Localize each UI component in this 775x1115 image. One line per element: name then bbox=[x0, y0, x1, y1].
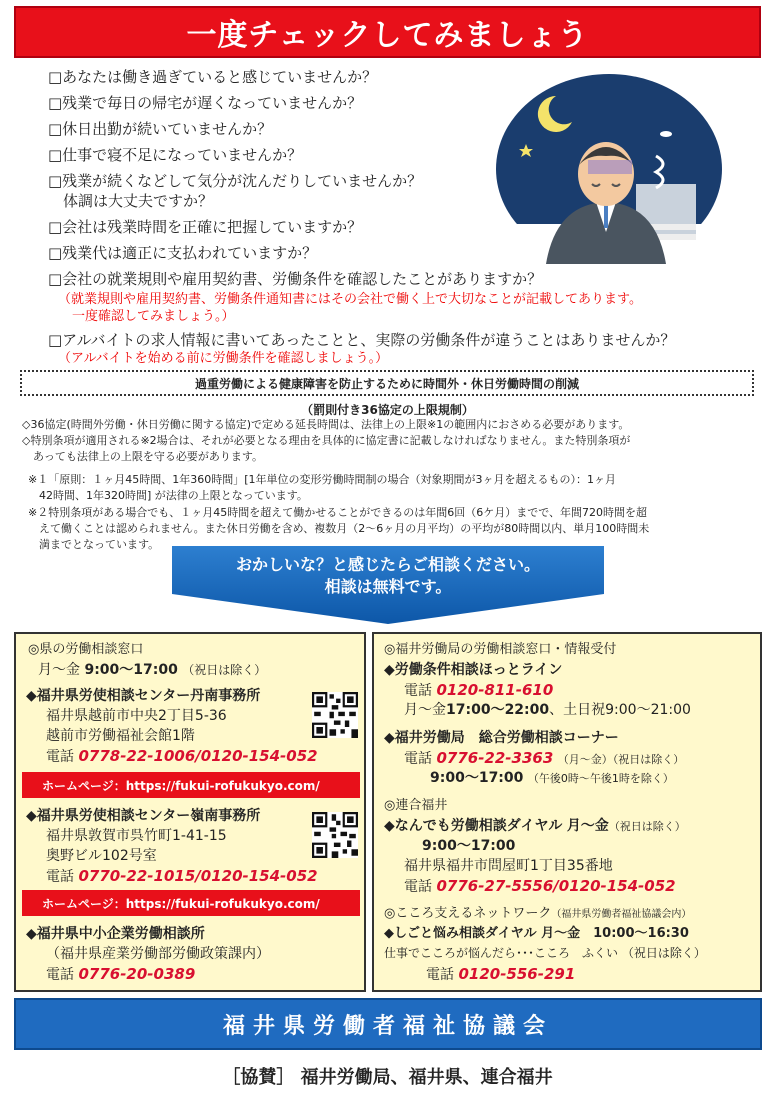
footnote: ※１「原則：１ヶ月45時間、1年360時間」[1年単位の変形労働時間制の場合（対象期間が3ヶ月を超えるもの）：1ヶ月 bbox=[28, 473, 616, 486]
office3-phone-row: 電話 0776-20-0389 bbox=[46, 965, 196, 983]
right-heading-1: ◎福井労働局の労働相談窓口・情報受付 bbox=[384, 642, 617, 657]
consult-message bbox=[172, 554, 604, 598]
footnote: えて働くことは認められません。また休日労働を含め、複数月（2〜6ヶ月の月平均）の平均が80時間以内、単月100時間未 bbox=[28, 522, 650, 535]
consult-line2: 相談は無料です。 bbox=[324, 577, 452, 596]
office3-name: ◆福井県中小企業労働相談所 bbox=[26, 926, 205, 942]
organization-name: 福井県労働者福祉協議会 bbox=[222, 1013, 553, 1039]
limit-line: ◇36協定(時間外労働・休日労働に関する協定)で定める延長時間は、法律上の上限※1の範囲内におさめる必要があります。 bbox=[22, 418, 630, 431]
office1-address: 越前市労働福祉会館1階 bbox=[46, 728, 195, 744]
office3-phone[interactable]: 0776-20-0389 bbox=[78, 965, 196, 983]
homepage-link-1[interactable]: ホームページ：https://fukui-rofukukyo.com/ bbox=[22, 772, 360, 798]
prefecture-consult-panel bbox=[14, 632, 366, 992]
overwork-box-text: 過重労働による健康障害を防止するために時間外・休日労働時間の削減 bbox=[194, 376, 579, 391]
checklist-item: 体調は大丈夫ですか？ bbox=[48, 192, 214, 210]
office3-address: （福井県産業労働部労働政策課内） bbox=[46, 946, 270, 962]
organization-banner bbox=[14, 998, 762, 1050]
checklist-item: □仕事で寝不足になっていませんか？ bbox=[48, 146, 303, 164]
office2-address: 福井県敦賀市呉竹町1-41-15 bbox=[46, 828, 227, 844]
worry-phone[interactable]: 0120-556-291 bbox=[458, 965, 576, 983]
office2-phone-row: 電話 0770-22-1015/0120-154-052 bbox=[46, 867, 318, 885]
page-title: 一度チェックしてみましょう bbox=[186, 18, 589, 53]
corner-hours: 9:00〜17:00 （午後0時〜午後1時を除く） bbox=[430, 770, 674, 786]
hotline-phone-row: 電話 0120-811-610 bbox=[404, 681, 554, 699]
checklist-item: □アルバイトの求人情報に書いてあったことと、実際の労働条件が違うことはありませんか？ bbox=[48, 331, 676, 349]
hotline-name: ◆労働条件相談ほっとライン bbox=[384, 662, 563, 678]
corner-phone[interactable]: 0776-22-3363 bbox=[436, 749, 554, 767]
right-heading-3: ◎こころ支えるネットワーク（福井県労働者福祉協議会内） bbox=[384, 906, 692, 921]
left-heading: ◎県の労働相談窓口 bbox=[28, 642, 144, 657]
office2-name: ◆福井県労使相談センター嶺南事務所 bbox=[26, 808, 261, 824]
rules-note: 一度確認してみましょう。） bbox=[72, 309, 235, 324]
hotline-phone[interactable]: 0120-811-610 bbox=[436, 681, 554, 699]
rules-note: （就業規則や雇用契約書、労働条件通知書にはその会社で働く上で大切なことが記載してあります。 bbox=[58, 292, 642, 307]
office1-name: ◆福井県労使相談センター丹南事務所 bbox=[26, 688, 261, 704]
homepage-link-2[interactable]: ホームページ：https://fukui-rofukukyo.com/ bbox=[22, 890, 360, 916]
footnote: 42時間、1年320時間] が法律の上限となっています。 bbox=[28, 489, 308, 502]
limit-line: あっても法律上の上限を守る必要があります。 bbox=[22, 450, 264, 463]
qr-code-icon bbox=[312, 812, 358, 858]
penalty-title: （罰則付き36協定の上限規制） bbox=[301, 403, 474, 417]
office1-phone-row: 電話 0778-22-1006/0120-154-052 bbox=[46, 747, 318, 765]
qr-code-icon bbox=[312, 692, 358, 738]
office2-address: 奥野ビル102号室 bbox=[46, 848, 157, 864]
dial-phone[interactable]: 0776-27-5556/0120-154-052 bbox=[436, 877, 676, 895]
hotline-hours: 月〜金17:00〜22:00、土日祝9:00〜21:00 bbox=[404, 702, 691, 718]
dial-phone-row: 電話 0776-27-5556/0120-154-052 bbox=[404, 877, 676, 895]
consult-line1: おかしいな？と感じたらご相談ください。 bbox=[235, 555, 540, 574]
right-heading-2: ◎連合福井 bbox=[384, 798, 448, 813]
sponsor-line: ［協賛］ 福井労働局、福井県、連合福井 bbox=[222, 1067, 553, 1088]
office1-phone[interactable]: 0778-22-1006/0120-154-052 bbox=[78, 747, 318, 765]
arbeit-note: （アルバイトを始める前に労働条件を確認しましょう。） bbox=[58, 351, 389, 366]
dial-address: 福井県福井市問屋町1丁目35番地 bbox=[404, 858, 613, 874]
labor-bureau-panel bbox=[372, 632, 762, 992]
dial-row: ◆なんでも労働相談ダイヤル 月〜金（祝日は除く） bbox=[384, 818, 686, 834]
office1-address: 福井県越前市中央2丁目5-36 bbox=[46, 708, 227, 724]
footnote: 満までとなっています。 bbox=[28, 538, 160, 551]
worry-row: ◆しごと悩み相談ダイヤル 月〜金 10:00〜16:30 bbox=[384, 926, 689, 941]
footnote: ※２特別条項がある場合でも、１ヶ月45時間を超えて働かせることができるのは年間6回（6ケ月）までで、年間720時間を超 bbox=[28, 506, 647, 519]
dial-hours: 9:00〜17:00 bbox=[422, 838, 516, 854]
checklist-item: □残業が続くなどして気分が沈んだりしていませんか？ bbox=[48, 172, 423, 190]
tired-worker-illustration bbox=[496, 74, 722, 264]
title-banner bbox=[14, 6, 761, 58]
checklist-item: □休日出勤が続いていませんか？ bbox=[48, 120, 273, 138]
worry-slogan-row: 仕事でこころが悩んだら･･･こころ ふくい （祝日は除く） bbox=[384, 946, 706, 960]
worry-phone-row: 電話 0120-556-291 bbox=[426, 965, 576, 983]
checklist-item: □会社の就業規則や雇用契約書、労働条件を確認したことがありますか？ bbox=[48, 270, 543, 288]
office2-phone[interactable]: 0770-22-1015/0120-154-052 bbox=[78, 867, 318, 885]
checklist-item: □残業で毎日の帰宅が遅くなっていませんか？ bbox=[48, 94, 363, 112]
left-hours: 月〜金 9:00〜17:00 （祝日は除く） bbox=[38, 662, 267, 678]
checklist-item: □会社は残業時間を正確に把握していますか？ bbox=[48, 218, 363, 236]
corner-name: ◆福井労働局 総合労働相談コーナー bbox=[384, 730, 619, 746]
checklist-item: □あなたは働き過ぎていると感じていませんか？ bbox=[48, 68, 378, 86]
corner-phone-row: 電話 0776-22-3363 （月〜金）（祝日は除く） bbox=[404, 749, 685, 767]
overwork-box bbox=[20, 370, 754, 396]
limit-line: ◇特別条項が適用される※2場合は、それが必要となる理由を具体的に協定書に記載しなければなりません。また特別条項が bbox=[22, 434, 631, 447]
checklist-item: □残業代は適正に支払われていますか？ bbox=[48, 244, 318, 262]
